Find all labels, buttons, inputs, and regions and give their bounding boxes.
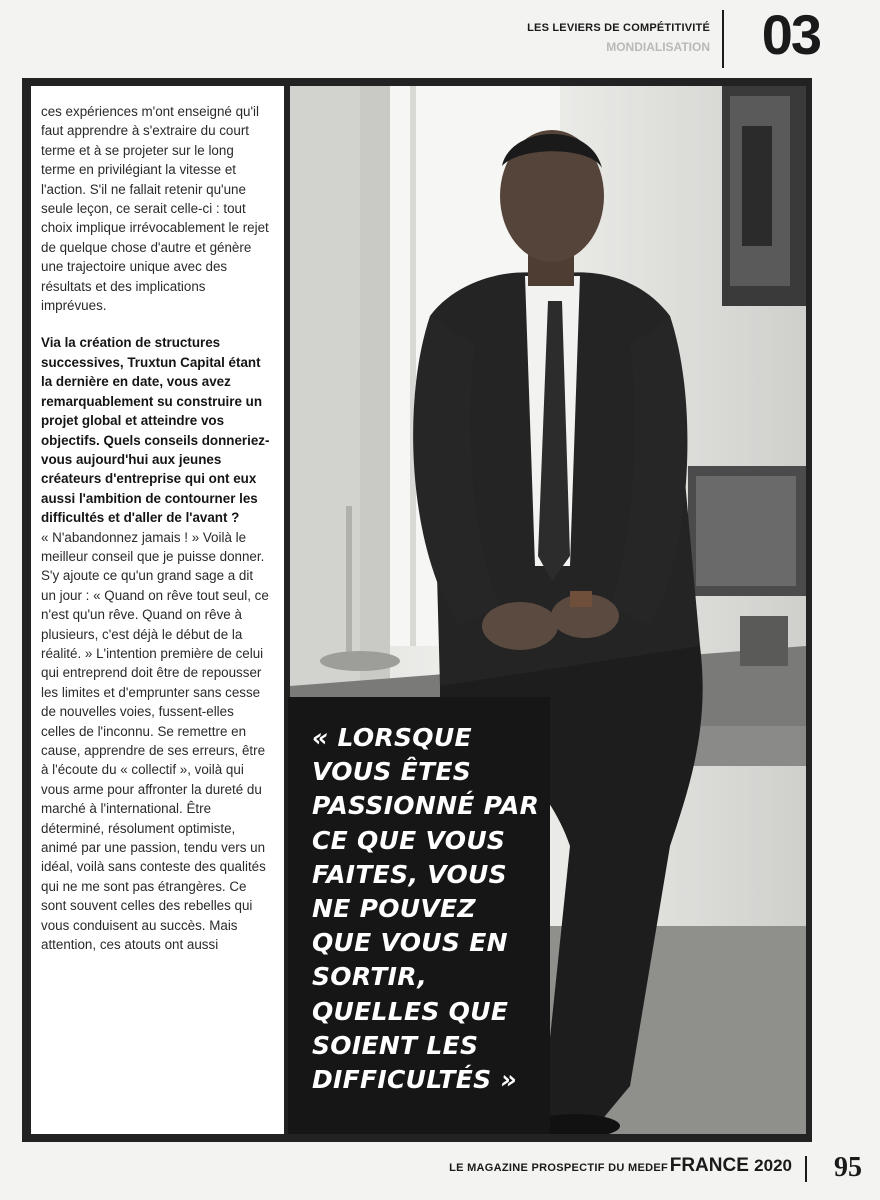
header-divider <box>722 10 724 68</box>
pull-quote-box <box>288 697 550 1134</box>
section-title: LES LEVIERS DE COMPÉTITIVITÉ <box>527 22 710 34</box>
article-paragraph: ces expériences m'ont enseigné qu'il faut apprendre à s'extraire du court terme et à se projeter sur le long terme en privilégiant la vitesse et l'action. S'il ne fallait retenir qu'une seule leçon, ce serait celle-ci : tout choix implique irrévocablement le rejet de quelque chose d'autre et génère une trajectoire unique avec des résultats et des implications imprévues. <box>41 104 269 314</box>
interview-answer: « N'abandonnez jamais ! » Voilà le meilleur conseil que je puisse donner. S'y ajoute ce qu'un grand sage a dit un jour : « Quand on rêve tout seul, ce n'est qu'un rêve. Quand on rêve à plusieurs, c'est déjà le début de la réalité. » L'intention première de celui qui entreprend doit être de repousser les limites et d'emprunter sans cesse de nouvelles voies, fussent-elles celles de l'inconnu. Se remettre en cause, apprendre de ses erreurs, être à l'écoute du « collectif », voilà qui vous arme pour affronter la dureté du marché à l'international. Être déterminé, résolument optimiste, animé par une passion, tendu vers un idéal, voilà sans conteste des qualités qui ne me sont pas étrangères. Ce sont souvent celles des rebelles qui vous conduisent au succès. Mais attention, ces atouts ont aussi <box>41 529 269 953</box>
magazine-tagline: LE MAGAZINE PROSPECTIF DU MEDEF <box>449 1162 668 1174</box>
page-number: 95 <box>834 1152 862 1183</box>
pull-quote: « LORSQUE VOUS ÊTES PASSIONNÉ PAR CE QUE VOUS FAITES, VOUS NE POUVEZ QUE VOUS EN SORTIR, QUELLES QUE SOIENT LES DIFFICULTÉS » <box>312 723 540 1095</box>
interview-question: Via la création de structures successives, Truxtun Capital étant la dernière en date, vous avez remarquablement su construire un projet global et atteindre vos objectifs. Quels conseils donneriez-vous aujourd'hui aux jeunes créateurs d'entreprise qui ont eux aussi l'ambition de contourner les difficultés et d'aller de l'avant ? <box>41 335 270 526</box>
brand-name: FRANCE <box>669 1155 749 1176</box>
page-footer <box>0 1150 880 1190</box>
brand-year: 2020 <box>754 1156 792 1175</box>
article-text-column <box>31 86 284 1134</box>
page-header <box>420 3 820 68</box>
magazine-brand <box>670 1155 792 1177</box>
footer-divider <box>805 1156 807 1182</box>
section-number: 03 <box>761 3 820 66</box>
subsection-title: MONDIALISATION <box>606 40 710 54</box>
